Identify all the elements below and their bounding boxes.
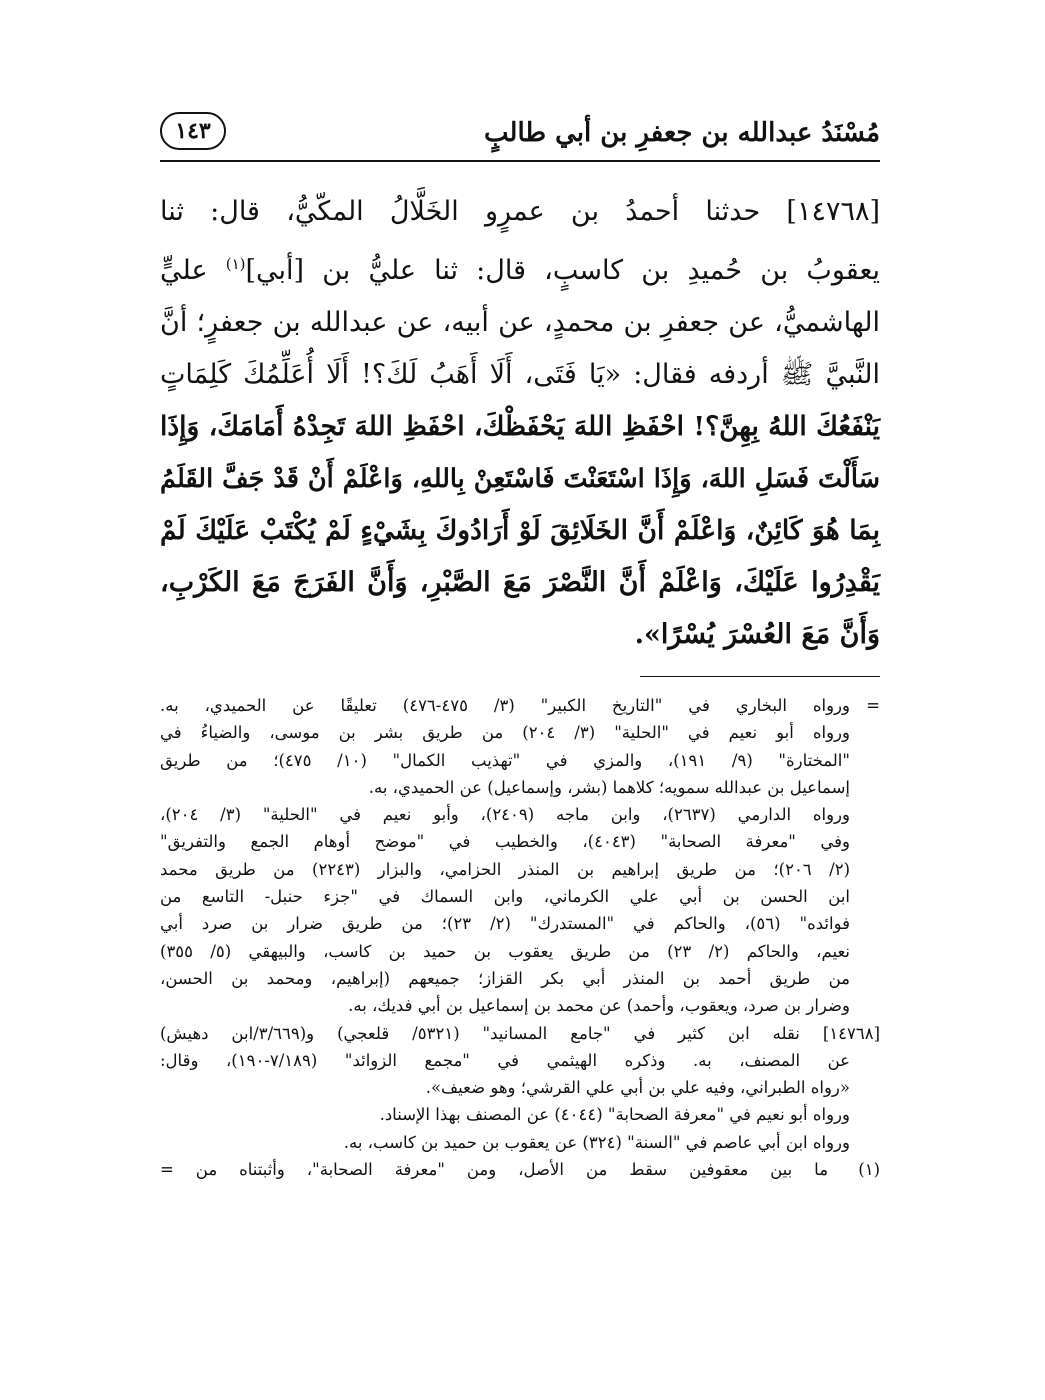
hadith-number-marker: [١٤٧٦٨] <box>822 1023 881 1043</box>
header-title: مُسْنَدُ عبدالله بن جعفرِ بن أبي طالبٍ <box>484 118 880 148</box>
footnote-line <box>160 692 880 719</box>
footnote-line: وفي "معرفة الصحابة" (٤٠٤٣)، والخطيب في "موضح أوهام الجمع والتفريق" <box>160 832 850 852</box>
hadith-line: بِمَا هُوَ كَائِنٌ، وَاعْلَمْ أَنَّ الخَلَائِقَ لَوْ أَرَادُوكَ بِشَيْءٍ لَمْ يُكْتَبْ عَلَيْكَ لَمْ <box>160 515 880 546</box>
page-number: ١٤٣ <box>160 112 226 150</box>
footnote-line: "المختارة" (٩/ ١٩١)، والمزي في "تهذيب الكمال" (١٠/ ٤٧٥)؛ من طريق <box>160 750 850 770</box>
hadith-line: يَقْدِرُوا عَلَيْكَ، وَاعْلَمْ أَنَّ النَّصْرَ مَعَ الصَّبْرِ، وَأَنَّ الفَرَجَ مَعَ الكَرْبِ، <box>160 567 880 598</box>
footnote-line: ورواه الدارمي (٢٦٣٧)، وابن ماجه (٢٤٠٩)، وأبو نعيم في "الحلية" (٣/ ٢٠٤)، <box>160 805 850 825</box>
main-line-tail: عليٍّ <box>160 255 208 286</box>
footnote-text: نقله ابن كثير في "جامع المسانيد" (٥٣٢١/ قلعجي) و(٣/٦٦٩/ابن دهيش) <box>160 1023 800 1043</box>
footnotes <box>160 692 880 1183</box>
footnote-line: وضرار بن صرد، ويعقوب، وأحمد) عن محمد بن إسماعيل بن أبي فديك، به. <box>348 996 850 1016</box>
main-line: الهاشميُّ، عن جعفرِ بن محمدٍ، عن أبيه، عن عبدالله بن جعفرٍ؛ أنَّ <box>160 307 880 338</box>
footnote-line: عن المصنف، به. وذكره الهيثمي في "مجمع الزوائد" (٧/١٨٩-١٩٠)، وقال: <box>160 1050 850 1070</box>
footnote-line <box>160 1020 880 1047</box>
footnote-line: من طريق أحمد بن المنذر أبي بكر القزاز؛ جميعهم (إبراهيم، ومحمد بن الحسن، <box>160 968 850 988</box>
footnote-line: ورواه أبو نعيم في "الحلية" (٣/ ٢٠٤) من طريق بشر بن موسى، والضياءُ في <box>160 723 850 743</box>
main-line-text: يعقوبُ بن حُميدِ بن كاسبٍ، قال: ثنا عليُّ بن [أبي] <box>245 255 880 286</box>
main-line <box>160 238 880 297</box>
main-line: [١٤٧٦٨] حدثنا أحمدُ بن عمرٍو الخَلَّالُ المكّيُّ، قال: ثنا <box>160 196 880 227</box>
footnote-text: ورواه البخاري في "التاريخ الكبير" (٣/ ٤٧٥-٤٧٦) تعليقًا عن الحميدي، به. <box>160 696 850 715</box>
main-text <box>160 186 880 661</box>
footnote-rule <box>640 676 880 677</box>
hadith-line: سَأَلْتَ فَسَلِ اللهَ، وَإِذَا اسْتَعَنْتَ فَاسْتَعِنْ بِاللهِ، وَاعْلَمْ أَنْ قَدْ جَفَّ القَلَمُ <box>160 464 880 494</box>
hadith-line: وَأَنَّ مَعَ العُسْرَ يُسْرًا». <box>634 619 880 650</box>
footnote-1-marker: (١) <box>858 1160 880 1180</box>
header-rule <box>160 160 880 162</box>
footnote-line: فوائده" (٥٦)، والحاكم في "المستدرك" (٢/ ٢٣)؛ من طريق ضرار بن صرد أبي <box>160 914 850 934</box>
continuation-marker: = <box>866 696 880 715</box>
hadith-line: يَنْفَعُكَ اللهُ بِهِنَّ؟! احْفَظِ اللهَ يَحْفَظْكَ، احْفَظِ اللهَ تَجِدْهُ أَمَامَكَ، وَإِذَا <box>160 411 880 442</box>
footnote-line: إسماعيل بن عبدالله سمويه؛ كلاهما (بشر، وإسماعيل) عن الحميدي، به. <box>368 777 850 797</box>
footnote-line: ورواه أبو نعيم في "معرفة الصحابة" (٤٠٤٤) عن المصنف بهذا الإسناد. <box>379 1105 850 1125</box>
main-line: النَّبيَّ ﷺ أردفه فقال: «يَا فَتَى، أَلَا أَهَبُ لَكَ؟! أَلَا أُعَلِّمُكَ كَلِمَاتٍ <box>160 359 880 390</box>
footnote-line: «رواه الطبراني، وفيه علي بن أبي علي القرشي؛ وهو ضعيف». <box>425 1078 850 1098</box>
footnote-line: ابن الحسن بن أبي علي الكرماني، وابن السماك في "جزء حنبل- التاسع من <box>160 887 850 907</box>
footnote-ref[interactable]: (١) <box>225 255 246 273</box>
footnote-line: نعيم، والحاكم (٢/ ٢٣) من طريق يعقوب بن حميد بن كاسب، والبيهقي (٥/ ٣٥٥) <box>160 941 850 961</box>
running-header <box>160 112 880 162</box>
footnote-line <box>160 1156 880 1183</box>
footnote-text: ما بين معقوفين سقط من الأصل، ومن "معرفة الصحابة"، وأثبتناه من = <box>160 1160 829 1180</box>
footnote-line: (٢/ ٢٠٦)؛ من طريق إبراهيم بن المنذر الحزامي، والبزار (٢٢٤٣) من طريق محمد <box>160 859 850 879</box>
footnote-line: ورواه ابن أبي عاصم في "السنة" (٣٢٤) عن يعقوب بن حميد بن كاسب، به. <box>343 1132 850 1152</box>
